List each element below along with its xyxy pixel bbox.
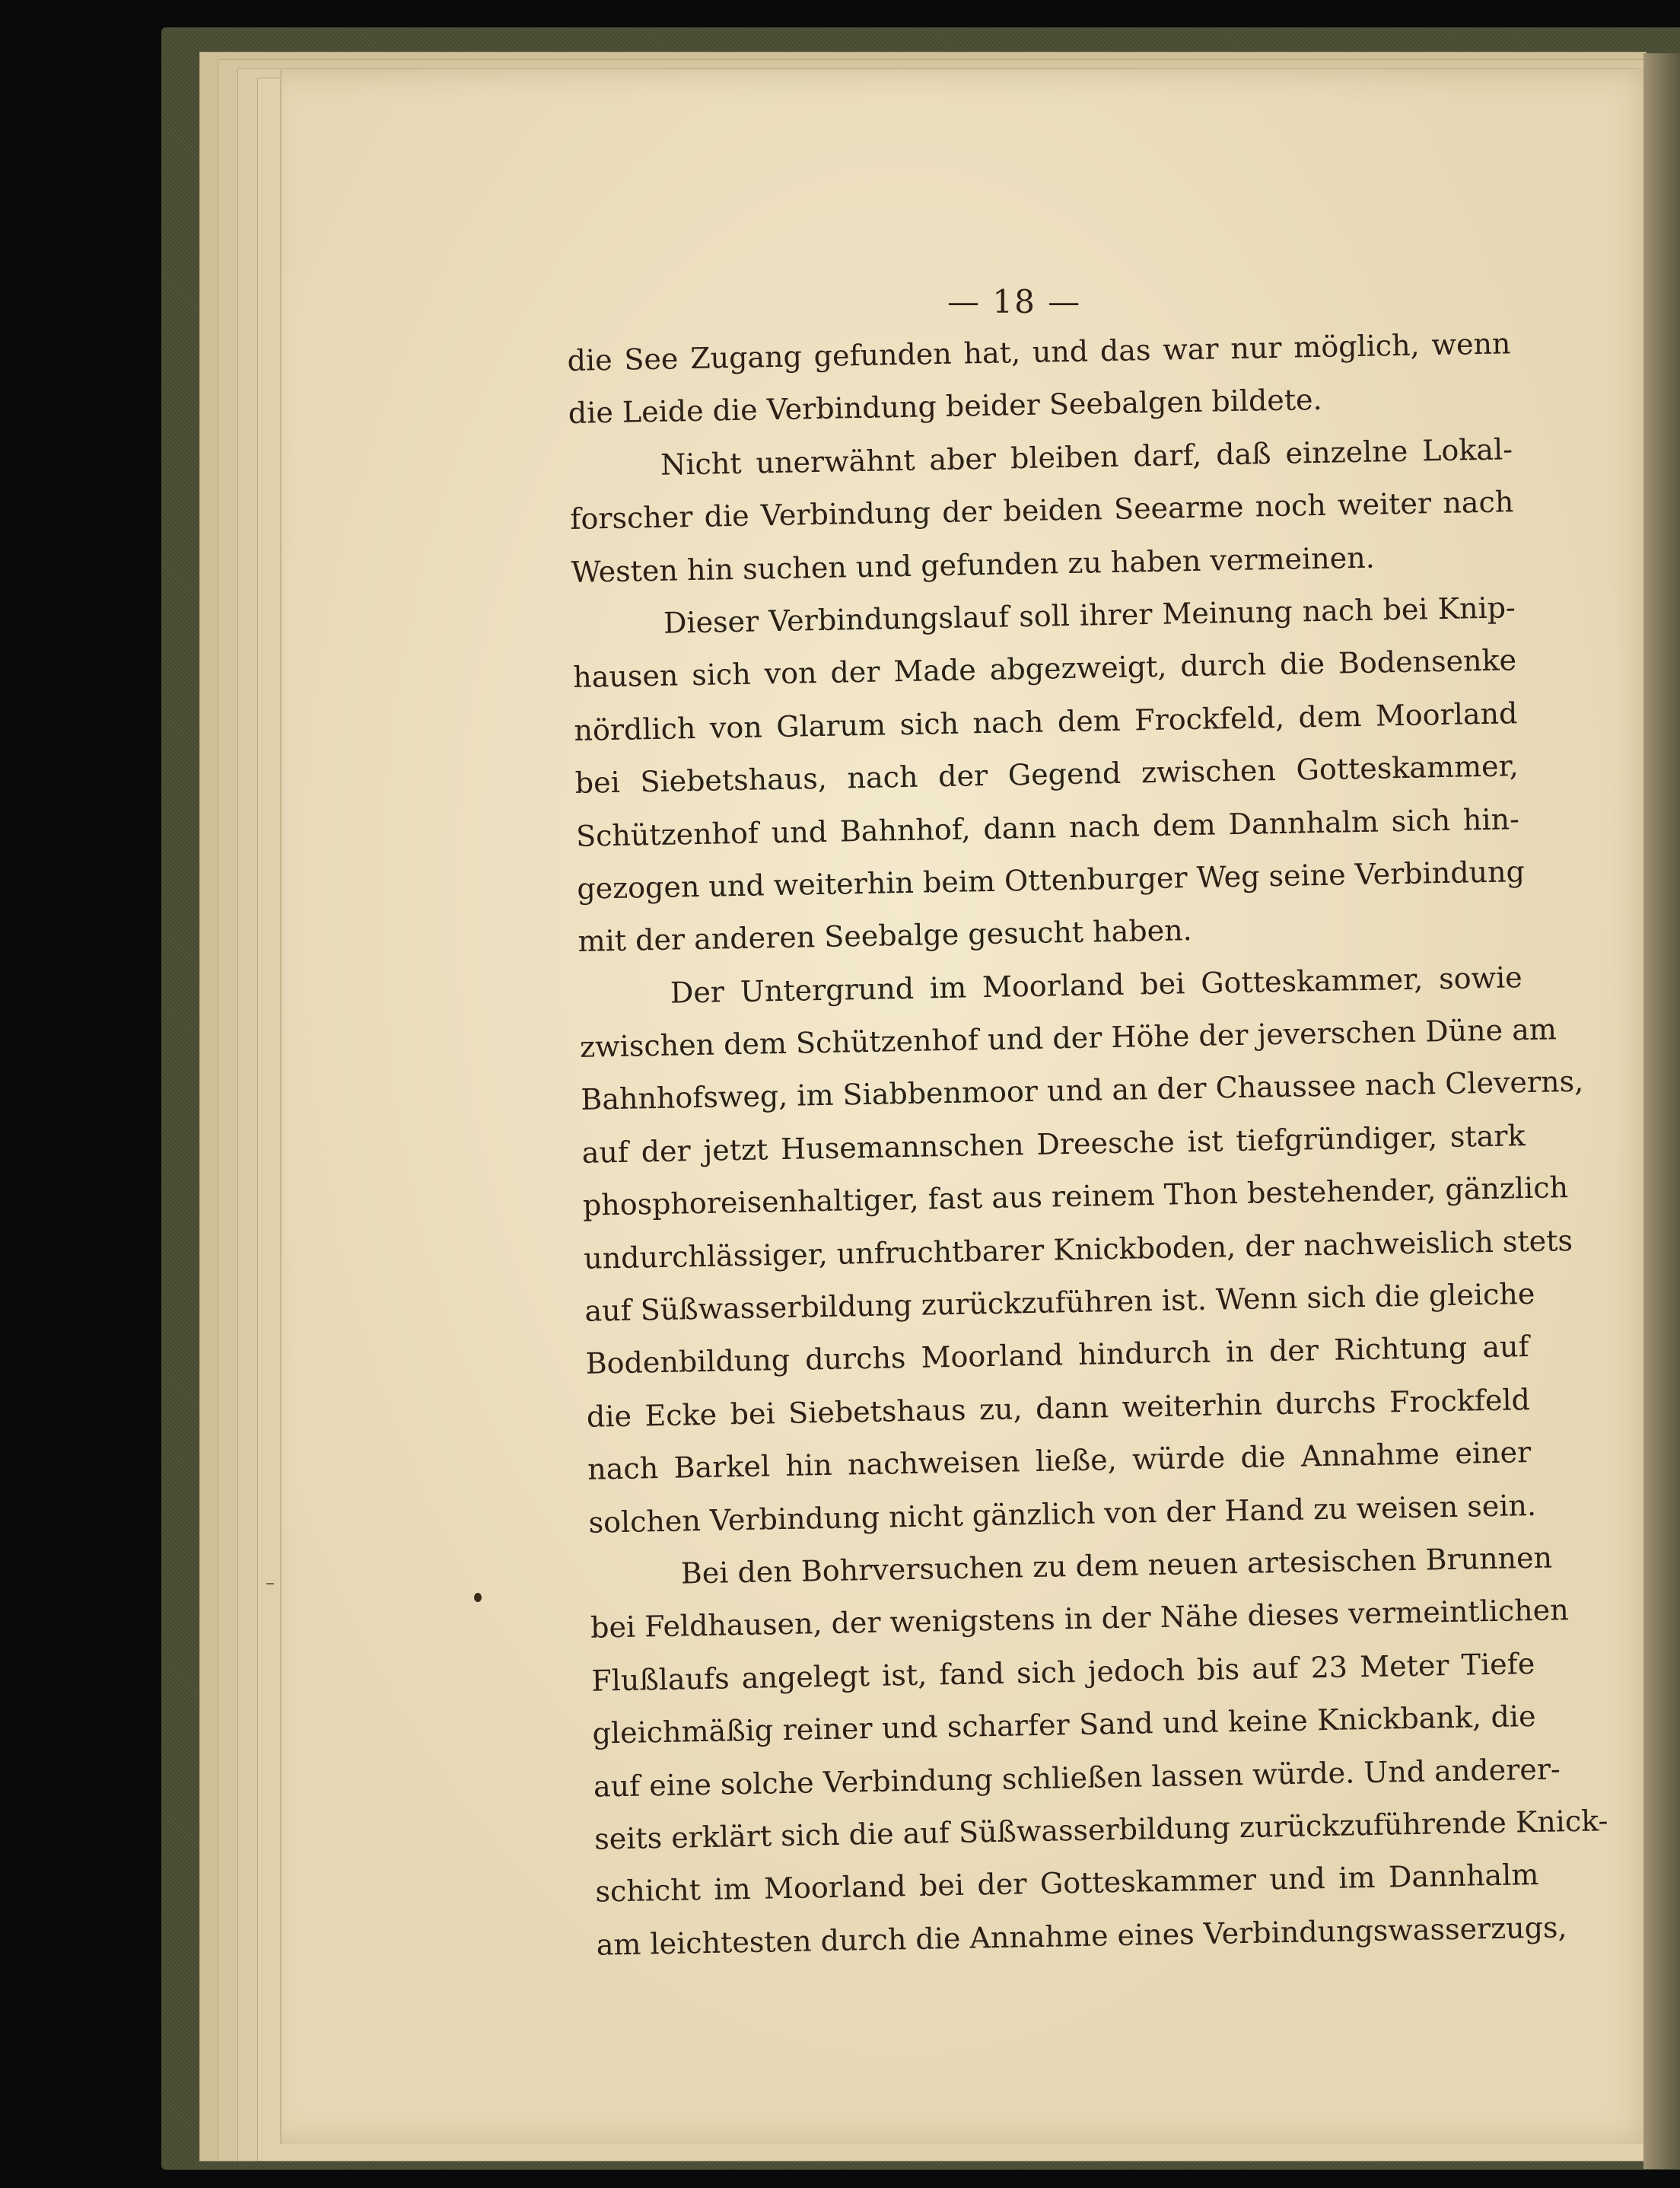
text-line: schicht im Moorland bei der Gotteskammer und im Dannhalm bbox=[595, 1858, 1539, 1909]
page-number: — 18 — bbox=[947, 283, 1082, 320]
text-line: nördlich von Glarum sich nach dem Frockfeld, dem Moorland bbox=[574, 696, 1518, 747]
text-line: Der Untergrund im Moorland bei Gotteskammer, sowie bbox=[670, 960, 1523, 1010]
text-line: Westen hin suchen und gefunden zu haben vermeinen. bbox=[571, 540, 1376, 589]
ink-spot bbox=[474, 1593, 482, 1602]
text-line: Dieser Verbindungslauf soll ihrer Meinung nach bei Knip- bbox=[663, 591, 1516, 640]
text-line: am leichtesten durch die Annahme eines Verbindungswasserzugs, bbox=[596, 1909, 1567, 1962]
text-line: auf Süßwasserbildung zurückzuführen ist. Wenn sich die gleiche bbox=[584, 1276, 1535, 1328]
text-line: Flußlaufs angelegt ist, fand sich jedoch bis auf 23 Meter Tiefe bbox=[591, 1646, 1535, 1698]
book-gutter bbox=[1643, 53, 1680, 2169]
text-line: Bahnhofsweg, im Siabbenmoor und an der Chaussee nach Cleverns, bbox=[581, 1065, 1584, 1117]
text-line: die Leide die Verbindung beider Seebalgen bildete. bbox=[568, 383, 1323, 431]
text-line: phosphoreisenhaltiger, fast aus reinem Thon bestehender, gänzlich bbox=[582, 1170, 1569, 1223]
text-line: zwischen dem Schützenhof und der Höhe der jeverschen Düne am bbox=[579, 1012, 1558, 1064]
page-mark bbox=[266, 1583, 274, 1584]
text-line: seits erklärt sich die auf Süßwasserbildung zurückzuführende Knick- bbox=[593, 1804, 1608, 1856]
text-line: nach Barkel hin nachweisen ließe, würde die Annahme einer bbox=[587, 1435, 1532, 1486]
text-line: bei Siebetshaus, nach der Gegend zwischen Gotteskammer, bbox=[574, 749, 1519, 801]
text-line: gleichmäßig reiner und scharfer Sand und keine Knickbank, die bbox=[592, 1699, 1536, 1750]
text-line: bei Feldhausen, der wenigstens in der Nähe dieses vermeintlichen bbox=[590, 1593, 1570, 1645]
text-line: forscher die Verbindung der beiden Seearme noch weiter nach bbox=[570, 485, 1514, 537]
text-line: auf der jetzt Husemannschen Dreesche ist tiefgründiger, stark bbox=[581, 1118, 1526, 1170]
text-line: hausen sich von der Made abgezweigt, durch die Bodensenke bbox=[572, 643, 1517, 695]
text-line: die See Zugang gefunden hat, und das war nur möglich, wenn bbox=[567, 326, 1511, 377]
text-line: auf eine solche Verbindung schließen lassen würde. Und anderer- bbox=[593, 1751, 1561, 1804]
text-line: mit der anderen Seebalge gesucht haben. bbox=[578, 913, 1193, 959]
text-line: Bei den Bohrversuchen zu dem neuen artesischen Brunnen bbox=[680, 1540, 1553, 1591]
text-line: Nicht unerwähnt aber bleiben darf, daß einzelne Lokal- bbox=[660, 432, 1513, 482]
text-line: Bodenbildung durchs Moorland hindurch in der Richtung auf bbox=[585, 1330, 1529, 1381]
body-text bbox=[567, 317, 1608, 1971]
text-line: gezogen und weiterhin beim Ottenburger Weg seine Verbindung bbox=[576, 854, 1526, 906]
text-line: undurchlässiger, unfruchtbarer Knickboden, der nachweislich stets bbox=[583, 1223, 1573, 1276]
text-line: solchen Verbindung nicht gänzlich von der Hand zu weisen sein. bbox=[588, 1488, 1537, 1540]
text-line: Schützenhof und Bahnhof, dann nach dem Dannhalm sich hin- bbox=[575, 801, 1520, 853]
text-line: die Ecke bei Siebetshaus zu, dann weiterhin durchs Frockfeld bbox=[586, 1382, 1531, 1434]
